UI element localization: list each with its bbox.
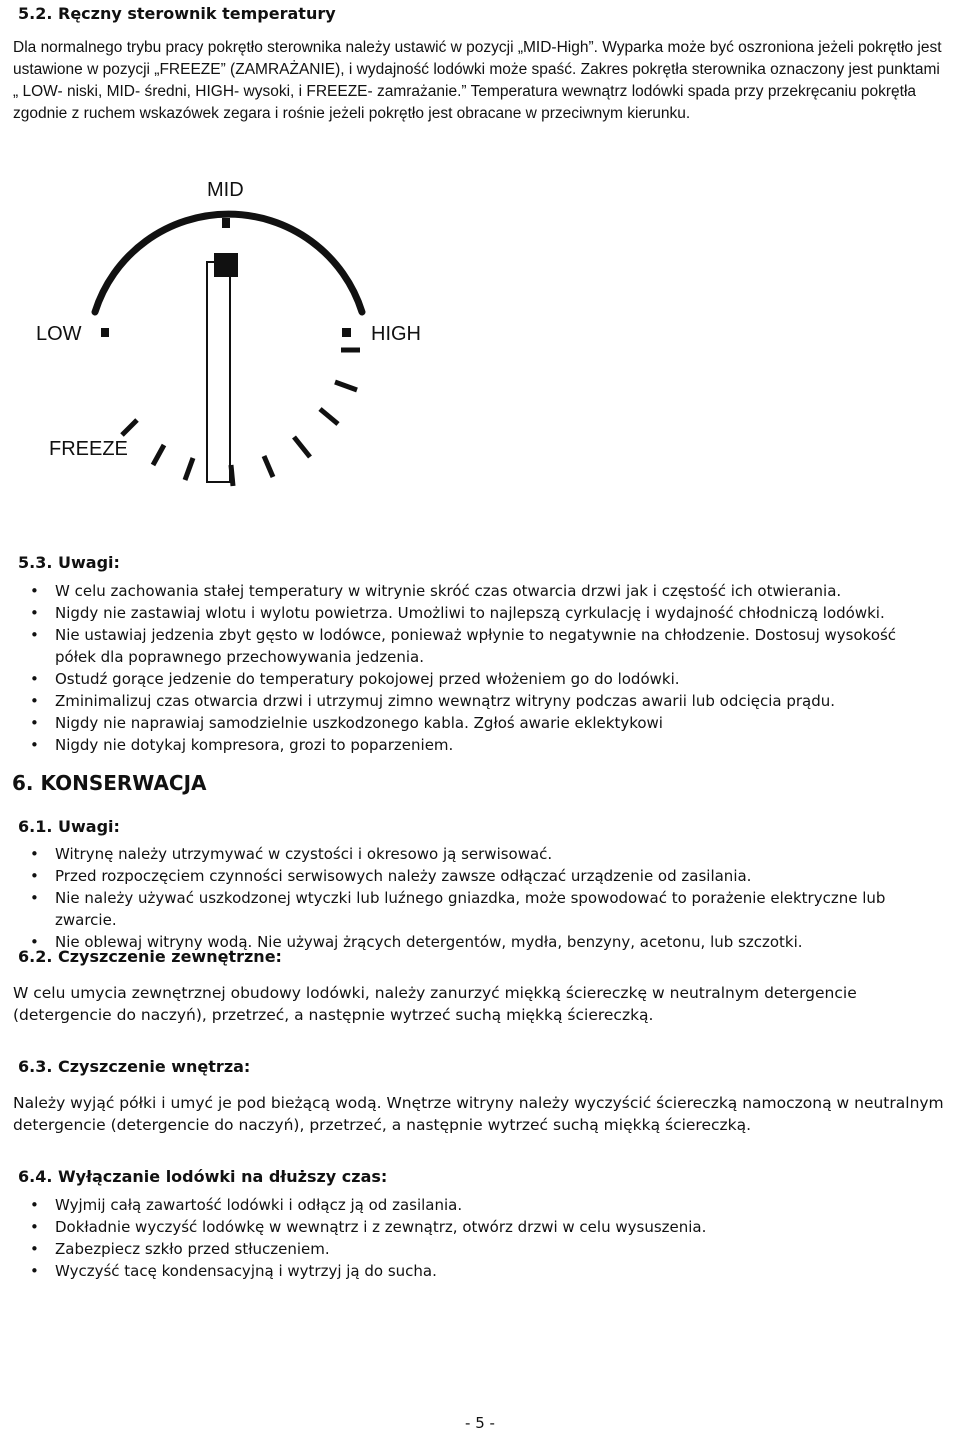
dial-label-high: HIGH [371,323,421,345]
list-item: • Wyjmij całą zawartość lodówki i odłącz ją od zasilania. [0,1194,940,1216]
list-item: • Zminimalizuj czas otwarcia drzwi i utrzymuj zimno wewnątrz witryny podczas awarii lub odcięcia prądu. [0,690,940,712]
list-item: • Nigdy nie dotykaj kompresora, grozi to poparzeniem. [0,734,940,756]
dial-label-mid: MID [207,179,244,201]
dial-label-freeze: FREEZE [49,438,128,460]
section-6-2-paragraph: W celu umycia zewnętrznej obudowy lodówki, należy zanurzyć miękką ściereczkę w neutralnym detergencie (detergencie do naczyń), przetrzeć, a następnie wytrzeć suchą miękką ściereczką. [13,984,857,1024]
list-item: • W celu zachowania stałej temperatury w witrynie skróć czas otwarcia drzwi jak i częstość ich otwierania. [0,580,940,602]
list-item: • Przed rozpoczęciem czynności serwisowych należy zawsze odłączać urządzenie od zasilania. [0,865,940,887]
high-tick-mark [342,328,351,337]
page-number: - 5 - [465,1414,495,1432]
list-item: • Ostudź gorące jedzenie do temperatury pokojowej przed włożeniem go do lodówki. [0,668,940,690]
list-item: • Nigdy nie naprawiaj samodzielnie uszkodzonego kabla. Zgłoś awarie eklektykowi [0,712,940,734]
chapter-6-title: 6. KONSERWACJA [12,771,207,795]
section-6-2-title: 6.2. Czyszczenie zewnętrzne: [18,947,282,966]
section-6-4-list [0,1194,940,1282]
low-tick-mark [101,328,109,337]
list-item: • Nie oblewaj witryny wodą. Nie używaj żrących detergentów, mydła, benzyny, acetonu, lub szczotki. [0,931,940,953]
section-6-3-paragraph: Należy wyjąć półki i umyć je pod bieżącą wodą. Wnętrze witryny należy wyczyścić ściereczką namoczoną w neutralnym detergencie (detergencie do naczyń), przetrzeć, a następnie wytrzeć suchą miękką ściereczką. [13,1094,944,1134]
temperature-dial-diagram [0,170,480,500]
list-item: • Wyczyść tacę kondensacyjną i wytrzyj ją do sucha. [0,1260,940,1282]
dial-pointer-slot [207,262,230,482]
section-5-3-title: 5.3. Uwagi: [18,553,120,572]
section-6-4-title: 6.4. Wyłączanie lodówki na dłuższy czas: [18,1167,388,1186]
section-5-3-list [0,580,940,756]
list-item: • Nie ustawiaj jedzenia zbyt gęsto w lodówce, ponieważ wpłynie to negatywnie na chłodzenie. Dostosuj wysokość półek dla poprawnego przechowywania jedzenia. [0,624,940,668]
dial-label-low: LOW [36,323,82,345]
freeze-scale-ticks [122,382,357,486]
list-item: • Nie należy używać uszkodzonej wtyczki lub luźnego gniazdka, może spowodować to porażenie elektryczne lub zwarcie. [0,887,940,931]
list-item: • Nigdy nie zastawiaj wlotu i wylotu powietrza. Umożliwi to najlepszą cyrkulację i wydajność chłodniczą lodówki. [0,602,940,624]
section-6-1-title: 6.1. Uwagi: [18,817,120,836]
list-item: • Witrynę należy utrzymywać w czystości i okresowo ją serwisować. [0,843,940,865]
list-item: • Dokładnie wyczyść lodówkę w wewnątrz i z zewnątrz, otwórz drzwi w celu wysuszenia. [0,1216,940,1238]
dial-pointer-marker [214,253,238,277]
section-5-2-title: 5.2. Ręczny sterownik temperatury [18,4,336,23]
section-6-3-title: 6.3. Czyszczenie wnętrza: [18,1057,251,1076]
list-item: • Zabezpiecz szkło przed stłuczeniem. [0,1238,940,1260]
section-6-1-list [0,843,940,953]
mid-tick-mark [222,218,230,228]
section-5-2-paragraph: Dla normalnego trybu pracy pokrętło sterownika należy ustawić w pozycji „MID-High”. Wyparka może być oszroniona jeżeli pokrętło jest ustawione w pozycji „FREEZE” (ZAMRAŻANIE), i wydajność lodówki może spaść. Zakres pokrętła sterownika oznaczony jest punktami „ LOW- niski, MID- średni, HIGH- wysoki, i FREEZE- zamrażanie.” Temperatura wewnątrz lodówki spada przy przekręcaniu pokrętła zgodnie z ruchem wskazówek zegara i rośnie jeżeli pokrętło jest obracane w przeciwnym kierunku. [13,39,942,122]
